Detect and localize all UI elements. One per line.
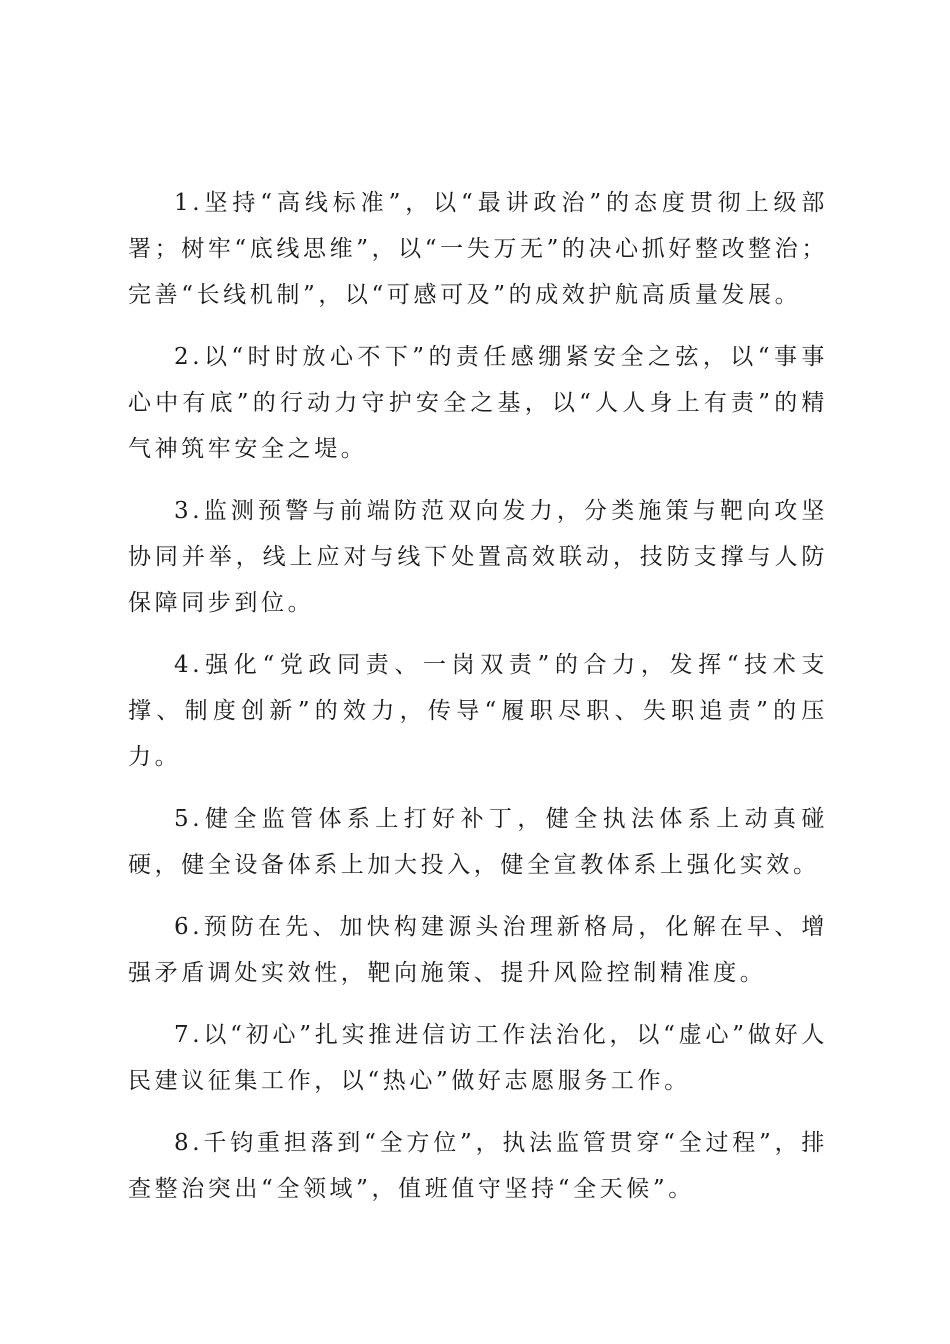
paragraph-2: 2.以“时时放心不下”的责任感绷紧安全之弦，以“事事心中有底”的行动力守护安全之基，以“人人身上有责”的精气神筑牢安全之堤。: [128, 344, 828, 462]
paragraph-8: 8.千钧重担落到“全方位”，执法监管贯穿“全过程”，排查整治突出“全领域”，值班值守坚持“全天候”。: [128, 1130, 828, 1202]
paragraph-6: 6.预防在先、加快构建源头治理新格局，化解在早、增强矛盾调处实效性，靶向施策、提升风险控制精准度。: [128, 914, 828, 986]
paragraph-5: 5.健全监管体系上打好补丁，健全执法体系上动真碰硬，健全设备体系上加大投入，健全宣教体系上强化实效。: [128, 806, 828, 878]
paragraph-3: 3.监测预警与前端防范双向发力，分类施策与靶向攻坚协同并举，线上应对与线下处置高效联动，技防支撑与人防保障同步到位。: [128, 498, 828, 616]
paragraph-4: 4.强化“党政同责、一岗双责”的合力，发挥“技术支撑、制度创新”的效力，传导“履职尽职、失职追责”的压力。: [128, 652, 828, 770]
paragraph-1: 1.坚持“高线标准”，以“最讲政治”的态度贯彻上级部署；树牢“底线思维”，以“一失万无”的决心抓好整改整治；完善“长线机制”，以“可感可及”的成效护航高质量发展。: [128, 190, 828, 308]
paragraph-7: 7.以“初心”扎实推进信访工作法治化，以“虚心”做好人民建议征集工作，以“热心”做好志愿服务工作。: [128, 1022, 828, 1094]
document-body: [128, 180, 828, 1228]
